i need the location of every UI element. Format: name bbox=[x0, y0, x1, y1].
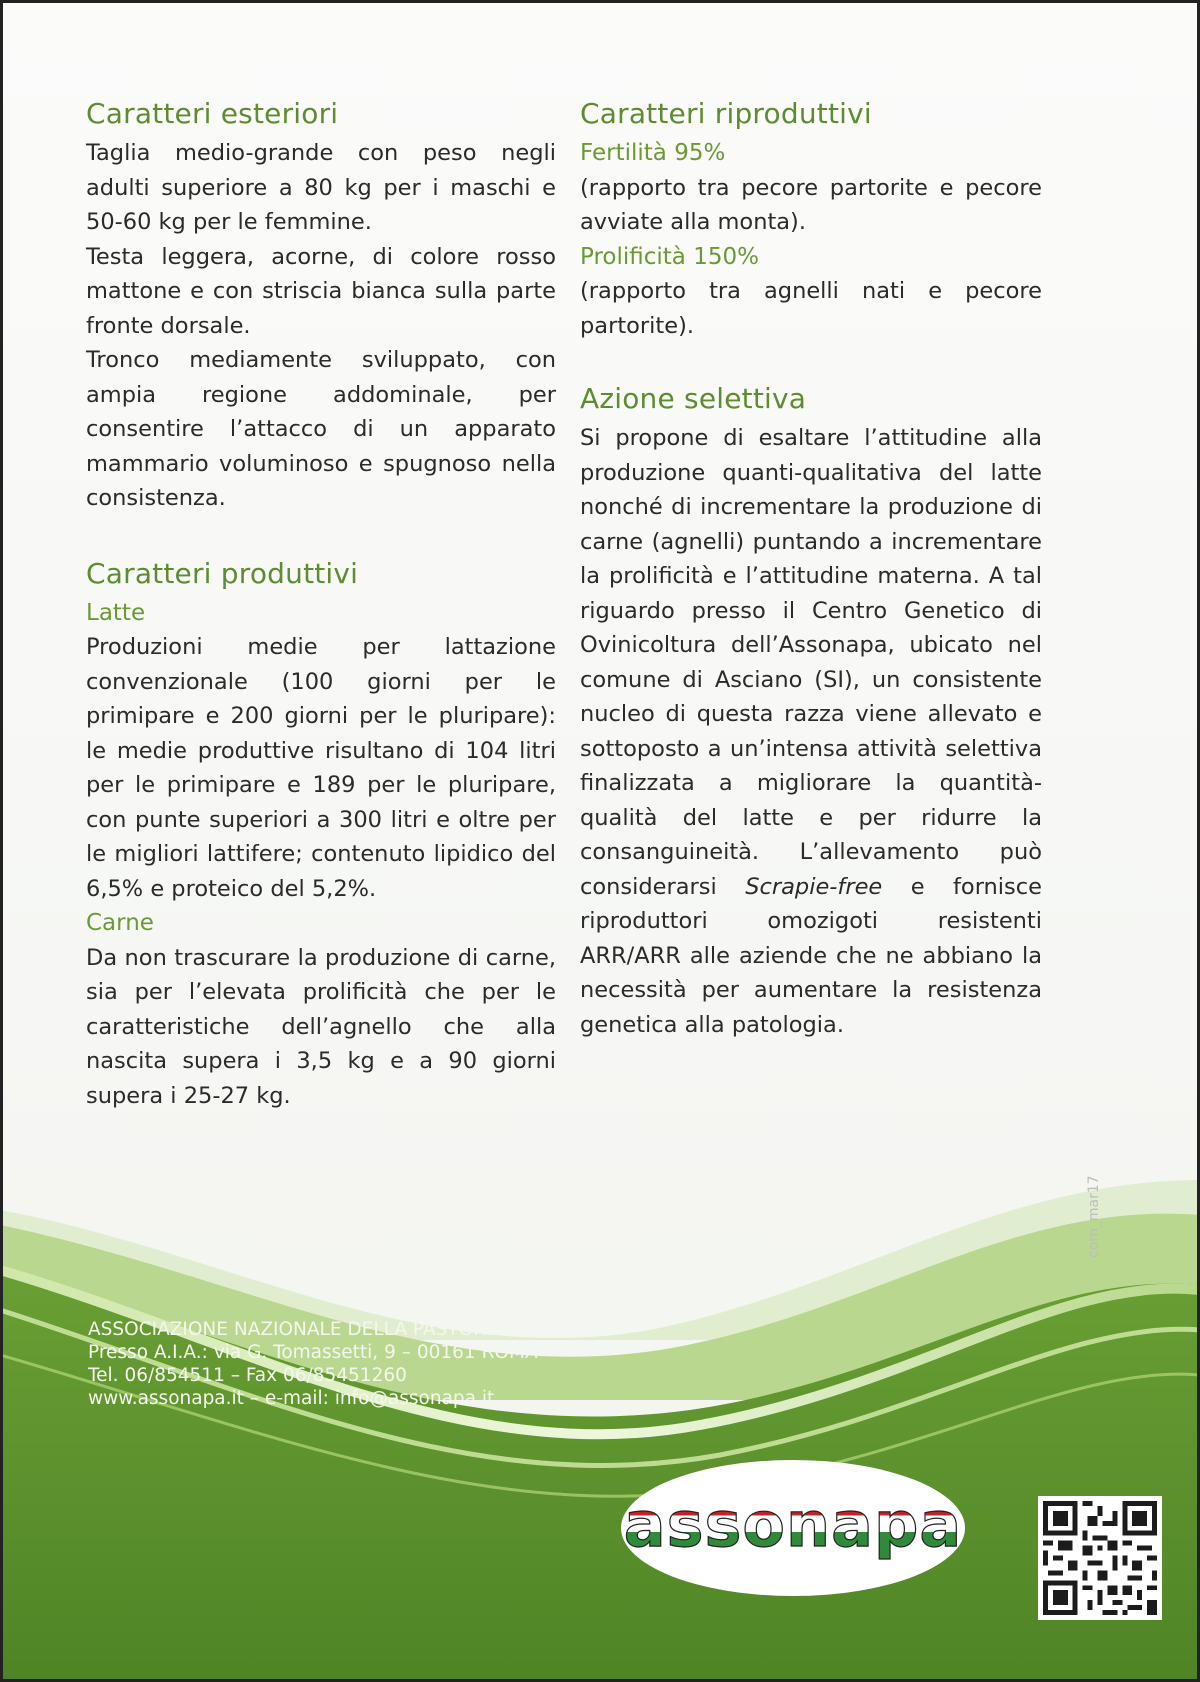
subheading-fertilita: Fertilità 95% bbox=[580, 140, 726, 166]
selettiva-text-after: e fornisce riproduttori omozigoti resistenti ARR/ARR alle aziende che ne abbiano la necessità per aumentare la resistenza genetica alla patologia. bbox=[580, 873, 1042, 1038]
footer-phone: Tel. 06/854511 – Fax 06/85451260 bbox=[88, 1365, 407, 1386]
heading-caratteri-esteriori: Caratteri esteriori bbox=[86, 97, 339, 130]
print-code: com_mar17 bbox=[1086, 1175, 1102, 1258]
paragraph-fertilita: (rapporto tra pecore partorite e pecore avviate alla monta). bbox=[580, 174, 1042, 235]
footer-contacts bbox=[88, 1318, 538, 1410]
paragraph-prolificita: (rapporto tra agnelli nati e pecore partorite). bbox=[580, 278, 1042, 339]
paragraph-tronco: Tronco mediamente sviluppato, con ampia regione addominale, per consentire l’attacco di un apparato mammario voluminoso e spugnoso nella consistenza. bbox=[86, 347, 556, 511]
scrapie-free-italic: Scrapie-free bbox=[745, 873, 883, 900]
logo-text: assonapa bbox=[623, 1488, 963, 1561]
wave-graphic bbox=[0, 1180, 1200, 1682]
right-column bbox=[580, 92, 1042, 1042]
footer-web-email[interactable]: www.assonapa.it – e-mail: info@assonapa.it bbox=[88, 1388, 495, 1409]
subheading-prolificita: Prolificità 150% bbox=[580, 243, 759, 270]
section-azione-selettiva bbox=[580, 377, 1042, 1042]
qr-code[interactable] bbox=[1038, 1496, 1162, 1620]
logo-graphic bbox=[618, 1458, 968, 1598]
heading-caratteri-produttivi: Caratteri produttivi bbox=[86, 556, 359, 590]
section-caratteri-riproduttivi bbox=[580, 92, 1042, 343]
assonapa-logo bbox=[618, 1458, 968, 1598]
left-column bbox=[86, 92, 556, 1113]
subheading-latte: Latte bbox=[86, 599, 146, 626]
section-caratteri-esteriori bbox=[86, 92, 556, 516]
heading-azione-selettiva: Azione selettiva bbox=[580, 382, 807, 415]
footer-address: Presso A.I.A.: via G. Tomassetti, 9 – 00161 ROMA bbox=[88, 1342, 538, 1363]
paragraph-latte: Produzioni medie per lattazione convenzionale (100 giorni per le primipare e 200 giorni per le pluripare): le medie produttive risultano di 104 litri per le primipare e 189 per le pluripare, con punte superiori a 300 litri e oltre per le migliori lattifere; contenuto lipidico del 6,5% e proteico del 5,2%. bbox=[86, 634, 556, 902]
selettiva-text-before: Si propone di esaltare l’attitudine alla produzione quanti-qualitativa del latte nonché di incrementare la produzione di carne (agnelli) puntando a incrementare la prolificità e l’attitudine materna. A tal riguardo presso il Centro Genetico di Ovinicoltura dell’Assonapa, ubicato nel comune di Asciano (SI), un consistente nucleo di questa razza viene allevato e sottoposto a un’intensa attività selettiva finalizzata a migliorare la quantità-qualità del latte e per ridurre la consanguineità. L’allevamento può considerarsi bbox=[580, 425, 1042, 900]
green-wave-band bbox=[0, 1180, 1200, 1682]
paragraph-azione-selettiva bbox=[580, 421, 1042, 1042]
paragraph-carne: Da non trascurare la produzione di carne, sia per l’elevata prolificità che per le caratteristiche dell’agnello che alla nascita supera i 3,5 kg e a 90 giorni supera i 25-27 kg. bbox=[86, 944, 556, 1109]
paragraph-testa: Testa leggera, acorne, di colore rosso mattone e con striscia bianca sulla parte fronte dorsale. bbox=[86, 243, 556, 339]
subheading-carne: Carne bbox=[86, 910, 154, 936]
section-caratteri-produttivi bbox=[86, 552, 556, 1114]
heading-caratteri-riproduttivi: Caratteri riproduttivi bbox=[580, 97, 872, 130]
qr-code-icon bbox=[1038, 1496, 1162, 1620]
footer-org: ASSOCIAZIONE NAZIONALE DELLA PASTORIZIA bbox=[88, 1319, 523, 1340]
paragraph-taglia: Taglia medio-grande con peso negli adulti superiore a 80 kg per i maschi e 50-60 kg per le femmine. bbox=[86, 140, 556, 235]
